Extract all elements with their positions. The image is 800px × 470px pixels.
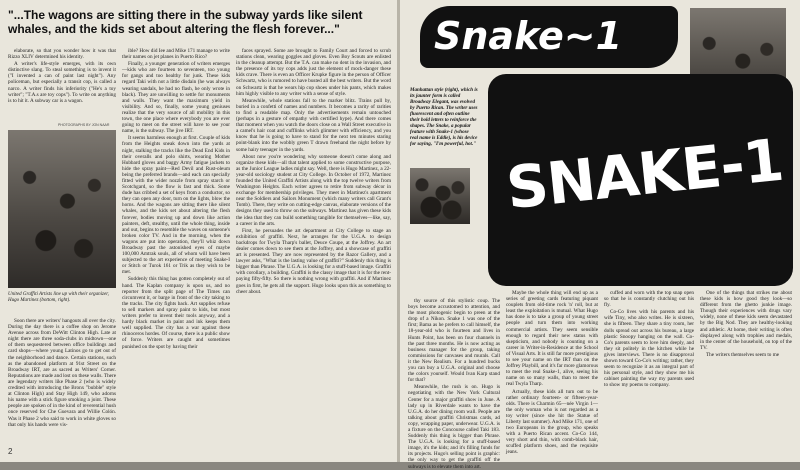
graffiti-artwork-main bbox=[488, 74, 793, 286]
paragraph: Meanwhile, the rush is on. Hugo is negotiating with the New York Cultural Center for a major graffiti show in June. A lady up in Riverdale wants to have the U.G.A. do her dining room wall. People are talking about graffiti Christmas cards, ad copy, wrapping paper, underwear. U.G.A. is a fixture on the Concourse called Taki 183. Suddenly this thing is bigger than Phrase. The U.G.A. is looking for a stuff-based image, it's the kids; and it's filling funds for its projects. Hugo's selling point is graphic: the only way to get the graffiti off the subways is to elevate them into art. bbox=[408, 384, 500, 470]
right-column-3 bbox=[604, 290, 694, 454]
paragraph: About now you're wondering why someone doesn't come along and organize these kids—all that talent applied to some constructive purpose, as the Junior League ladies might say. Well, there is Hugo Martinez, a 22-year-old sociology student at City College. In October of 1972, Martinez founded the United Graffiti Artists along with the top twelve writers from Washington Heights. Each writer agrees to retire from subway décor in exchange for membership privileges. They meet in Martinez's apartment near the Soldiers and Sailors Monument (which many writers call Grant's Tomb). There, they write on cutting-edge canvas, elaborate versions of the designs they used to throw on the subways. Martinez has given these kids the idea that they can build something tangible for themselves—like, say, a career in the arts. bbox=[236, 153, 391, 227]
paragraph: Suddenly this thing has gotten completely out of hand. The Kaplan company is upon us, and no reporter from the split page of The Times can circumvent it, or barge in front of the city taking to the tracks. The city fights back. Art supplies refuse to sell markers and spray paint to kids, but most writers prefer to invent their tools anyway, and a hardy black market in paint and ink keeps them well supplied. The city has a war against these rhinoceros hordes. Of course, there is a public show of force. Writers are caught and sometimes punished on the spot by having their bbox=[122, 276, 230, 350]
graffiti-artwork-top bbox=[420, 6, 678, 68]
left-page bbox=[0, 0, 397, 462]
paragraph: Actually, these kids all turn out to be rather ordinary fourteen- or fifteen-year-olds. There is Charmin 65—née Virgin 1—the only woman who is not regarded as a toy writer (since she hit the Statue of Liberty last summer). And Mike 171, one of two Europeans in the group, who speaks with a Puerto Rican accent. Co-Co 144, very short and thin, with comb-black hair, scuffed platform shoes, and the requisite jeans. bbox=[506, 388, 598, 456]
paragraph: ible? How did Iee and Mike 171 manage to write their names on jet planes in Puerto Rico? bbox=[122, 48, 230, 61]
right-column-2 bbox=[506, 290, 598, 454]
paragraph: One of the things that strikes me about these kids is how good they look—so different from the ghetto junkie image. Though their experiences with drugs vary widely, none of these kids seem devastated by the Big Nod. They are healthy-looking and athletic. At home, their writing is often displayed along with trophies and medals, in the center of the household, on top of the TV. bbox=[700, 290, 792, 351]
right-column-4 bbox=[700, 290, 792, 454]
group-photo-caption: United Graffiti Artists line up with their organizer, Hugo Martinez (bottom, right). bbox=[8, 292, 109, 303]
paragraph: It seems harmless enough at first. Couple of kids from the Heights sneak down into the yards at night, stalking the tracks like the Dead End Kids in their overalls and polo shirts, wearing Mother Hubbard gloves and baggy Army fatigue jackets to hide the spray paint—Red Devil and Rust-oleum being the preferred brands—and each can specially fitted with the wider nozzle from spray starch or Scotchgard, so the flow is fast and thick. Some dude has cribbed a set of keys from a conductor, so they can open any door, turn on the lights, blow the horns. And the wagons are sitting there like silent whales, and the kids set about altering the flesh forever, bodies moving up and down like action painters, deft, stealthy, until the whole thing, inside and out, begins to resemble the waves on someone's broken color TV. And in the morning, when the wagons are put into operation, they'll whiz down Broadway past the astonished eyes of maybe 100,000 Amtrak souls, all of whom will have been subjected to the art experience of meeting Snake-I or Stitch or Turok 161 or Trik as they wish to be met. bbox=[122, 135, 230, 276]
left-column-1-bottom bbox=[8, 318, 116, 448]
paragraph: Co-Co lives with his parents and his wife Tiny, who also writes. He is sixteen, she is fifteen. They share a tiny room, her dolls spread out across his bureau, a large plastic Snoopy hanging on the wall. Co-Co's parents seem to love him deeply, and they sit politely in the kitchen while he gives interviews. There is no disapproval shown toward Co-Co's writing; rather, they seem to recognize it as an integral part of his personal style, and they show me his cabinet painting the way my parents used to show my poems to company. bbox=[604, 309, 694, 389]
paragraph: Soon there are writers' hangouts all over the city. During the day there is a coffee shop on Jerome Avenue across from DeWitt Clinton High. Late at night there are three soda-clubs in midtown—one of them sequestered between office buildings and card shops—where young Latinos go to get out of the neighborhood and dance. Certain stations, such as the abandoned platform at 91st Street on the Broadway IRT, are as sacred as Writers' Corner. Reputations are made and lost on these walls. There are legendary writers like Phase 2 (who is widely credited with introducing the Bronx "bubble" style at Clinton High) and Stay High 149, who adorns his name with a stick figure smoking a joint. These people are spoken of in the kind of reverential hush once reserved for Che Guevara and Willie Colón. Was it Phase 2 who said to work in white gloves so that only his hands were vis- bbox=[8, 318, 116, 428]
paragraph: elaborate, so that you wonder how it was that Rizzo XLIV determined his identity. bbox=[8, 48, 116, 61]
left-column-2 bbox=[122, 48, 230, 452]
paragraph: cuffed and worn with the top snap open so that he is constantly clutching out his fly. bbox=[604, 290, 694, 309]
snake-portrait-image bbox=[410, 168, 470, 224]
pull-quote: "...The wagons are sitting there in the subway yards like silent whales, and the kids set about altering the flesh forever..." bbox=[8, 8, 363, 36]
page-number: 2 bbox=[8, 447, 13, 456]
paragraph: First, he persuades the art department at City College to stage an exhibition of graffiti. Next, he arranges for the U.G.A. to design backdrops for Twyla Tharp's ballet, Deuce Coupe, at the Joffrey. An art dealer comes down to see them at the Joffrey, and a showcase of graffiti art is presented. They are now represented by the Razor Gallery, and a lawyer asks, "What is the lasting value of graffiti?" Suddenly this thing is bigger than Phrase. The U.G.A. is looking for a stuff-based image. Graffiti with corollary, a building. Graffiti is the classy image that it is for the rent-paying fifty-fifty. So there is nothing wrong with graffiti. And if Martinez goes in first, he gets all the support. Hugo looks upon this as something to cheer about. bbox=[236, 227, 391, 295]
right-column-1 bbox=[408, 298, 500, 470]
left-column-3 bbox=[236, 48, 391, 452]
left-column-1-top bbox=[8, 48, 116, 120]
manhattan-style-caption: Manhattan style (right), which is its jaunter form is called Broadway Elegant, was evolved by Puerto Rican. The writer uses fluorescent and often outline their bold letters to reinforce the shapes. The Snake, a popular feature with Snake-1 (whose real name is Eddie), is his device for saying, "I'm powerful, hot." bbox=[410, 88, 478, 147]
paragraph: Meanwhile, whole stations fall to the marker blitz. Trains pull by, buried in a confetti of names and numbers. It becomes a rarity of rarities to find a readable map. Only the advertisements remain untouched (perhaps in a gesture of empathy with certified hype). And there comes that moment when you watch the doors close on a Wall Street executive in a camel's hair coat and cufflinks which glimmer with efficiency, and you know that he is going to have to stand for the next ten minutes staring point-blank into the wobbly green T drawn freehand the night before by some hairy teenager in the yards. bbox=[236, 97, 391, 153]
paragraph: A writer's life-style emerges, with its own distinctive slang. To steal something is to invent it ("I invented a can of paint last night"). Any policeman, but especially a transit cop, is called a narco. A writer finds his inferiority ("He's a toy writer"; "T.A.s are toy cops"). To write on anything is to hit it. A subway car is a wagon. bbox=[8, 61, 116, 104]
graffiti-main-lettering: SNAKE-1 bbox=[503, 125, 786, 223]
paragraph: Finally, a younger generation of writers emerges—kids who are fourteen to seventeen, too young for gangs and too healthy for junk. These kids regard Taki with not a little disdain (he was always wearing sandals, he had no flash, he only wrote in black). They are unwilling to settle for monuments and walls. They want the maximum yield in visibility. And so, finally, some young geniuses realize that the very source of all mobility in this town, the one place where everybody you are ever going to meet on the street will have to see your name, is the subway. The jive IRT. bbox=[122, 61, 230, 135]
group-photo bbox=[8, 130, 116, 288]
paragraph: faces sprayed. Some are brought to Family Court and forced to scrub stations clean, wearing goggles and gloves. Even Boy Scouts are enlisted in the cleanup attempt. But the T.A. can make no dent in the invasion, and the presence of its toy cops adds just the element of mock-danger these kids crave. There is even an Officer Krupke figure in the person of Officer Schwartz, who is rumored to have busted all the best writers. But the word on Schwartz is that he wears hip cop shoes under his pants, which makes him highly visible to any writer with a sense of style. bbox=[236, 48, 391, 97]
paragraph: The writers themselves seem to me bbox=[706, 351, 780, 358]
group-photo-image bbox=[8, 130, 116, 288]
photo-credit: PHOTOGRAPHS BY JON NAAR bbox=[58, 123, 110, 127]
paragraph: thy source of this stylistic coup. The boys become accustomed to attention, and the most photogenic begin to preen at the drop of a Nikon. Snake 1 was one of the first; Bama as he prefers to call himself, the 18-year-old who is fourteen and lives in Hunts Point, has been on four channels in the past three months. He is now acting as business manager for the group, taking commissions for canvases and murals. Call it the New Realism. For a hundred bucks you can buy a U.G.A. original and choose the colors yourself. Would Ivan Karp stand for that? bbox=[408, 298, 500, 384]
right-page bbox=[400, 0, 800, 470]
graffiti-top-lettering: Snake~1 bbox=[434, 14, 623, 58]
paragraph: Maybe the whole thing will end up as a series of greeting cards featuring piquant couplets from old-time rock 'n' roll, but at least the exploitation is mutual. What Hugo has done is to take a group of young street people and turn them into working commercial artists. They seem sensible enough to regard their new status with skepticism, and nobody is counting on a career in Writer-in-Residence at the School of Visual Arts. It is still far more prestigious to see your name on the IRT than on the Joffrey Playbill, and it's far more glamorous to meet the real Snake-1, alive, seeing his name on so many walls, than to meet the real Twyla Tharp. bbox=[506, 290, 598, 388]
snake-portrait-photo bbox=[410, 168, 470, 224]
